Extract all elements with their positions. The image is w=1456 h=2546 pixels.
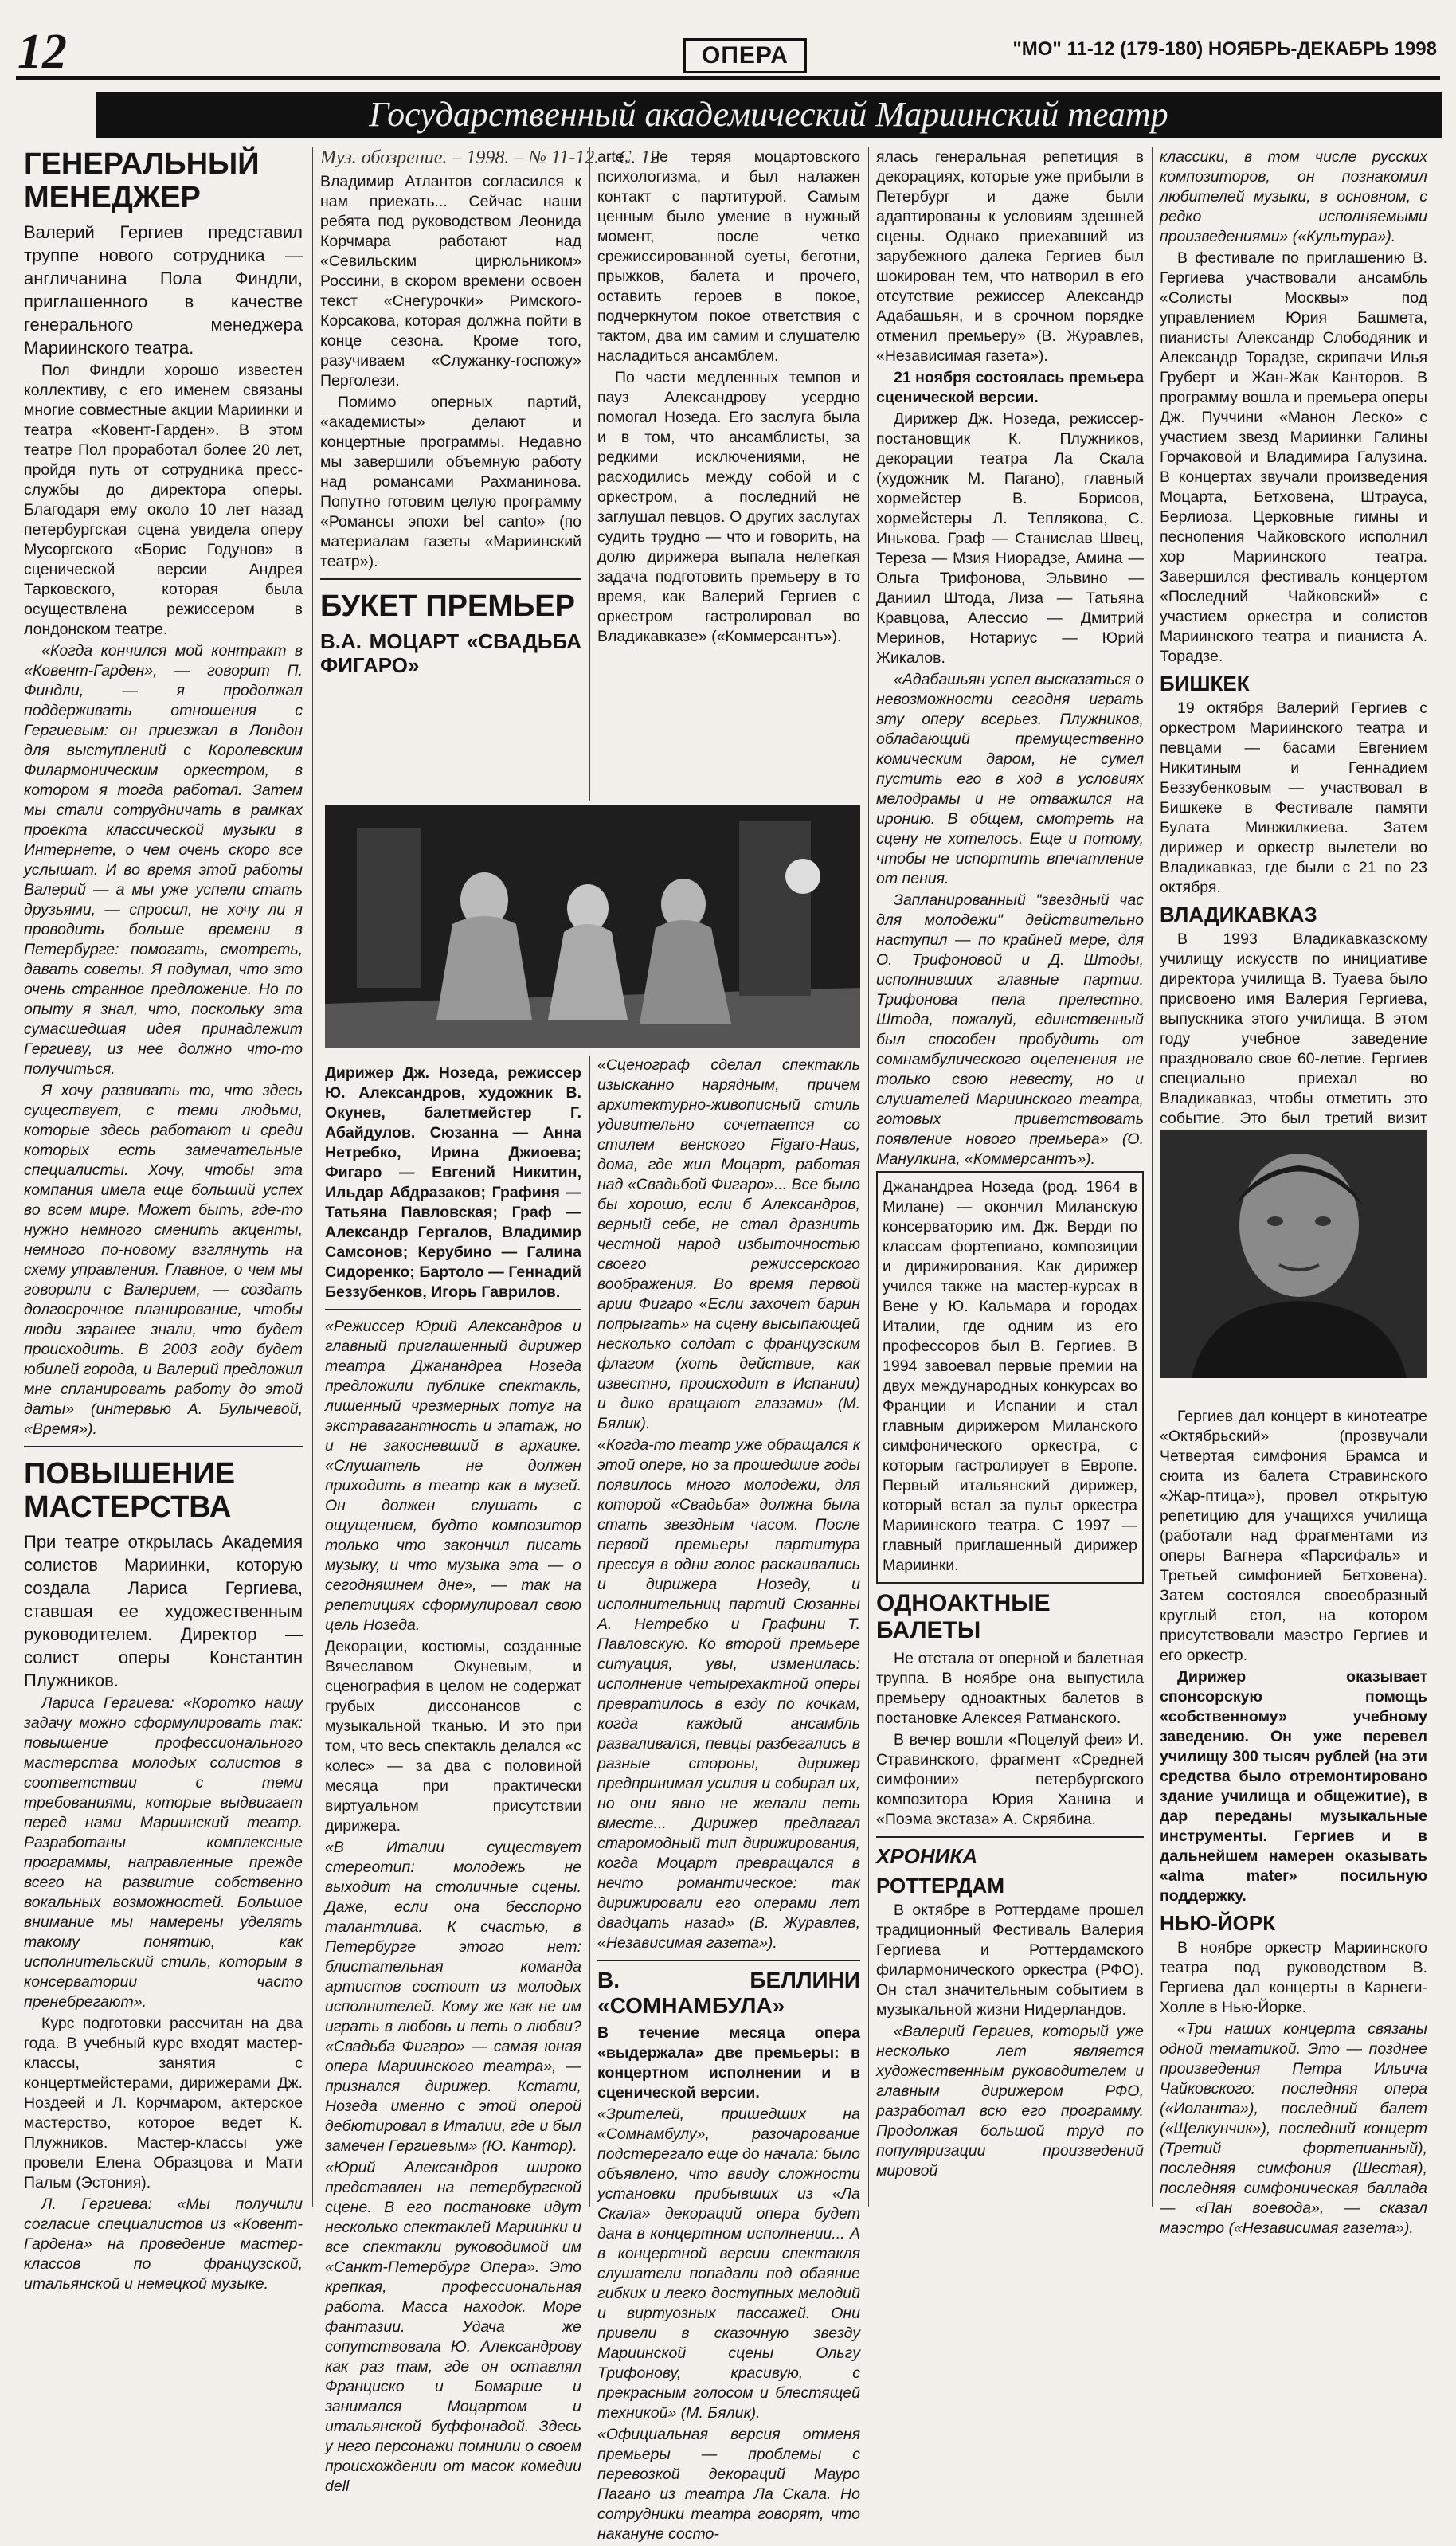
- section-title-vladikavkaz: ВЛАДИКАВКАЗ: [1160, 903, 1317, 926]
- paragraph: «Сценограф сделал спектакль изысканно нарядным, причем архитектурно-живописный стиль удивительно сочетается со стилем венского Figaro-Haus, дома, где жил Моцарт, работая над «Свадьбой Фигаро»... Все было бы хорошо, если б Александров, верный себе, не стал дразнить честной народ избыточностью своего режиссерского воображения. Во время первой арии Фигаро «Если захочет барин попрыгать» на сцену высыпающей несколько солдат с французским флагом (хоть действие, как известно, происходит в Испании) и дико вращают глазами» (М. Бялик).: [597, 1056, 860, 1432]
- section-title-rotterdam: РОТТЕРДАМ: [876, 1874, 1004, 1898]
- divider: [597, 1960, 860, 1961]
- column-4: [876, 147, 1144, 2183]
- article-title-general-manager: ГЕНЕРАЛЬНЫЙ МЕНЕДЖЕР: [24, 147, 260, 214]
- article-lead: Валерий Гергиев представил труппе нового сотрудника — англичанина Пола Финдли, приглашенного в качестве генерального менеджера Мариинского театра.: [24, 222, 303, 358]
- article-lead: При театре открылась Академия солистов Мариинки, которую создала Лариса Гергиева, ставшая ее художественным руководителем. Директор — солист оперы Константин Плужников.: [24, 1532, 303, 1690]
- column-divider: [868, 147, 869, 2207]
- cast-list: Дирижер Дж. Нозеда, режиссер-постановщик К. Плужников, декорации театра Ла Скала (художник М. Пагано), главный хормейстер В. Борисов, хормейстеры Л. Теплякова, С. Инькова. Граф — Станислав Швец, Тереза — Мзия Ниорадзе, Амина — Ольга Трифонова, Эльвино — Даниил Штода, Лиза — Татьяна Кравцова, Алессио — Дмитрий Меринов, Нотариус — Юрий Жикалов.: [876, 410, 1144, 667]
- column-divider: [589, 1056, 590, 2207]
- chronicle-label: ХРОНИКА: [876, 1844, 978, 1868]
- paragraph: Помимо оперных партий, «академисты» делают и концертные программы. Недавно мы завершили объемную работу над романсами Рахманинова. Попутно готовим целую программу «Романсы эпохи bel canto» (по материалам газеты «Мариинский театр»).: [320, 394, 581, 570]
- conductor-portrait-photo: [1160, 1130, 1427, 1378]
- section-title-new-york: НЬЮ-ЙОРК: [1160, 1911, 1276, 1935]
- column-2: [320, 147, 660, 680]
- paragraph: Запланированный "звездный час для молодежи" действительно наступил — по крайней мере, для О. Трифоновой и Д. Штоды, исполнивших главные партии. Трифонова пела прелестно. Штода, пожалуй, единственный был способен пробудить от сомнамбулического оцепенения не только свою невесту, но и слушателей Мариинского театра, готовых приветствовать появление нового премьера» (О. Манулкина, «Коммерсантъ»).: [876, 891, 1144, 1168]
- paragraph: Курс подготовки рассчитан на два года. В учебный курс входят мастер-классы, занятия с концертмейстерами, дирижерами Дж. Ноздеей и Л. Корчмаром, актерское мастерство, которое ведет К. Плужников. Мастер-классы уже провели Елена Образцова и Мати Пальм (Эстония).: [24, 2015, 303, 2192]
- divider: [24, 1446, 303, 1447]
- cast-list: Дирижер Дж. Нозеда, режиссер Ю. Александров, художник В. Окунев, балетмейстер Г. Абайдулов. Сюзанна — Анна Нетребко, Ирина Джиоева; Фигаро — Евгений Никитин, Ильдар Абдразаков; Графиня — Татьяна Павловская; Граф — Александр Гергалов, Владимир Самсонов; Керубино — Галина Сидоренко; Бартоло — Геннадий Беззубенков, Игорь Гаврилов.: [325, 1064, 581, 1301]
- paragraph: «Валерий Гергиев, который уже несколько лет является художественным руководителем и главным дирижером РФО, разработал всю его программу. Продолжая большой труд по популяризации произведений мировой: [876, 2023, 1144, 2180]
- paragraph: Дирижер оказывает спонсорскую помощь «собственному» учебному заведению. Он уже перевел училищу 300 тысяч рублей (на эти средства было отремонтировано здание училища и общежитие), в дар переданы музыкальные инструменты. Гергиев и в дальнейшем намерен оказывать «alma mater» посильную поддержку.: [1160, 1668, 1427, 1905]
- paragraph: Пол Финдли хорошо известен коллективу, с его именем связаны многие совместные акции Мариинки и театра «Ковент-Гарден». В этом театре Пол проработал более 20 лет, пройдя путь от сотрудника пресс-службы до директора оперы. Благодаря ему около 10 лет назад петербургская сцена увидела оперу Мусоргского «Борис Годунов» в сценической версии Андрея Тарковского, которая была осуществлена режиссером в лондонском театре.: [24, 362, 303, 638]
- paragraph: Декорации, костюмы, созданные Вячеславом Окуневым, и сценография в целом не содержат грубых диссонансов с музыкальной тканью. И это при том, что весь спектакль делался «с колес» — за два с половиной месяца при практически виртуальном присутствии дирижера.: [325, 1638, 581, 1835]
- page-number: 12: [18, 25, 67, 79]
- paragraph: В фестивале по приглашению В. Гергиева участвовали ансамбль «Солисты Москвы» под управлением Юрия Башмета, пианисты Александр Слободяник и Александр Торадзе, скрипачи Илья Груберт и Жан-Жак Канторов. В программу вошла и премьера оперы Дж. Пуччини «Манон Леско» с участием звезд Мариинки Галины Горчаковой и Владимира Галузина. В концертах звучали произведения Моцарта, Бетховена, Штрауса, Берлиоза. Церковные гимны и песнопения Чайковского исполнил хор Мариинского театра. Завершился фестиваль концертом «Последний Чайковский» с участием оркестра и солистов Мариинского театра и пианиста А. Торадзе.: [1160, 249, 1427, 665]
- column-1: [24, 147, 303, 2296]
- paragraph: В ноябре оркестр Мариинского театра под руководством В. Гергиева дал концерты в Карнеги-Холле в Нью-Йорке.: [1160, 1939, 1427, 2016]
- column-divider: [312, 147, 313, 2207]
- column-3: [597, 147, 860, 648]
- section-title-bishkek: БИШКЕК: [1160, 672, 1250, 695]
- paragraph: Лариса Гергиева: «Коротко нашу задачу можно сформулировать так: повышение профессионального мастерства молодых солистов в соответствии с теми требованиями, которые выдвигает перед нами Мариинский театр. Разработаны комплексные программы, направленные прежде всего на развитие собственно вокальных возможностей. Большое внимание мы намерены уделять такому понятию, как исполнительский стиль, которым в консерватории часто пренебрегают».: [24, 1694, 303, 2011]
- paragraph: «Когда кончился мой контракт в «Ковент-Гарден», — говорит П. Финдли, — я продолжал поддерживать отношения с Гергиевым: он приезжал в Лондон для выступлений с Королевским Филармоническим оркестром, в котором я тогда работал. Затем мы стали сотрудничать в рамках проекта классической музыки в Интернете, о чем очень скоро все услышат. И во время этой работы Валерий — а мы уже успели стать друзьями, — спросил, не хочу ли я проводить больше времени в Петербурге: помогать, смотреть, давать советы. Я подумал, что это очень странное предложение. Но по опыту я знал, что, поскольку эта сумасшедшая идея принадлежит Гергиеву, из нее должно что-то получиться.: [24, 642, 303, 1078]
- paragraph: arte, не теряя моцартовского психологизма, и был налажен контакт с партитурой. Самым ценным было умение в нужный момент, после четко срежиссированной суеты, беготни, прыжков, балета и прочего, оставить героев в покое, подчеркнутом покое ответствия с тактом, два им самим и слушателю насладиться ансамблем.: [597, 148, 860, 365]
- paragraph: «Зрителей, пришедших на «Сомнамбулу», разочарование подстерегало еще до начала: было объявлено, что ввиду сложности установки прибывших из «Ла Скала» декораций опера будет дана в концертном исполнении... А в концертной версии спектакля слушатели попадали под обаяние гибких и легко доступных мелодий и виртуозных пассажей. Они привели в сказочную звезду Мариинской сцены Ольгу Трифонову, красивую, с прекрасным голосом и блестящей техникой» (М. Бялик).: [597, 2105, 860, 2422]
- paragraph: 19 октября Валерий Гергиев с оркестром Мариинского театра и певцами — басами Евгением Никитиным и Геннадием Беззубенковым — участвовал в Бишкеке в Фестивале памяти Булата Минжилкиева. Затем дирижер и оркестр вылетели во Владикавказ, где были с 21 по 23 октября.: [1160, 699, 1427, 896]
- paragraph: «Три наших концерта связаны одной тематикой. Это — позднее произведения Петра Ильича Чайковского: последняя опера («Иоланта»), последний балет («Щелкунчик»), последний концерт (Третий фортепианный), последняя симфония (Шестая), последняя симфоническая баллада — «Пан воевода», — сказал маэстро («Независимая газета»).: [1160, 2020, 1427, 2237]
- header-rule: [16, 76, 1440, 80]
- column-divider: [1152, 147, 1153, 2207]
- paragraph: 21 ноября состоялась премьера сценической версии.: [876, 369, 1144, 406]
- conductor-bio-box: [876, 1171, 1144, 1584]
- paragraph: Я хочу развивать то, что здесь существует, с теми людьми, которые здесь работают и среди которых есть замечательные специалисты. Хочу, чтобы эта компания имела еще больший успех во всем мире. Может быть, где-то нужно немного сменить акценты, немного по-новому взглянуть на схему управления. Главное, о чем мы говорили с Валерием, — создать долгосрочное планирование, чтобы люди заранее знали, что будет происходить. В 2003 году будет юбилей города, и Валерий предложил мне спланировать работу до этой даты» (интервью А. Булычевой, «Время»).: [24, 1082, 303, 1438]
- section-tag: ОПЕРА: [683, 38, 807, 73]
- subtitle-figaro: В.А. МОЦАРТ «СВАДЬБА ФИГАРО»: [320, 629, 581, 677]
- column-divider: [589, 147, 590, 801]
- divider: [320, 578, 581, 580]
- handwritten-note: Муз. обозрение. – 1998. – № 11-12. – С. 12: [320, 147, 660, 168]
- divider: [876, 1836, 1144, 1838]
- issue-info: "МО" 11-12 (179-180) НОЯБРЬ-ДЕКАБРЬ 1998: [1012, 38, 1437, 60]
- divider: [325, 1309, 581, 1310]
- reviews-column: [597, 1056, 860, 2546]
- paragraph: По части медленных темпов и пауз Александрову усердно помогал Нозеда. Его заслуга была и в том, что ансамблисты, за редкими исключениями, не расходились между собой и с оркестром, а последний не заглушал певцов. О других заслугах судить трудно — что и говорить, на долю дирижера выпала нелегкая задача подготовить премьеру в то время, как Валерий Гергиев с оркестром гастролировал во Владикавказе» («Коммерсантъ»).: [597, 369, 860, 645]
- paragraph: «Когда-то театр уже обращался к этой опере, но за прошедшие годы появилось много молодежи, для которой «Свадьба» должна была стать звездным часом. После первой премьеры партитура прессуя в одни голос раскаивались и дирижера Нозеду, и исполнительниц партий Сюзанны А. Нетребко и Графини Т. Павловскую. Ко второй премьере ситуация, увы, изменилась: исполнение четырехактной оперы превратилось в езду по кочкам, когда каждый ансамбль разваливался, певцы разбегались в разные стороны, дирижер предпринимал усилия и собирал их, но они явно не желали петь вместе... Дирижер предлагал старомодный тип дирижирования, когда Моцарт превращался в нечто романтическое: так дирижировали его операми лет двадцать назад» (В. Журавлев, «Независимая газета»).: [597, 1436, 860, 1952]
- paragraph: В 1993 Владикавказскому училищу искусств по инициативе директора училища В. Туаева было присвоено имя Валерия Гергиева, выпускника этого училища. В этом году учебное заведение праздновало свое 60-летие. Гергиев специально приехал во Владикавказ, чтобы отметить это событие. Это был третий визит: [1160, 930, 1427, 1127]
- paragraph: Л. Гергиева: «Мы получили согласие специалистов из «Ковент-Гардена» на проведение мастер-классов по французской, итальянской и немецкой музыке.: [24, 2195, 303, 2293]
- paragraph: В октябре в Роттердаме прошел традиционный Фестиваль Валерия Гергиева и Роттердамского филармонического оркестра (РФО). Он стал значительным событием в музыкальной жизни Нидерландов.: [876, 1902, 1144, 2019]
- section-title-ballets: ОДНОАКТНЫЕ БАЛЕТЫ: [876, 1590, 1051, 1643]
- paragraph: «Юрий Александров широко представлен на петербургской сцене. В его постановке идут несколько спектаклей Мариинки и все спектакли руководимой им «Санкт-Петербург Опера». Это крепкая, профессиональная работа. Масса находок. Море фантазии. Удача же сопутствовала Ю. Александрову как раз там, где он оставлял Франциско и Бомарше и занимался Моцартом и итальянской буффонадой. Здесь у него персонажи помнили о своем происхождении от масок комедии dell: [325, 2159, 581, 2495]
- theatre-banner: Государственный академический Мариинский театр: [96, 92, 1442, 138]
- paragraph: Не отстала от оперной и балетная труппа. В ноябре она выпустила премьеру одноактных балетов в постановке Алексея Ратманского.: [876, 1650, 1144, 1727]
- section-title-sonnambula: В. БЕЛЛИНИ «СОМНАМБУЛА»: [597, 1968, 860, 2018]
- article-title-mastery: ПОВЫШЕНИЕ МАСТЕРСТВА: [24, 1457, 236, 1524]
- figaro-credits-column: [325, 896, 581, 2498]
- paragraph: Гергиев дал концерт в кинотеатре «Октябрьский» (прозвучали Четвертая симфония Брамса и сюита из балета Стравинского «Жар-птица»), провел открытую репетицию для учащихся училища (работали над фрагментами из оперы Вагнера «Парсифаль» и Третьей симфонией Бетховена). Затем состоялся своеобразный круглый стол, на котором присутствовали маэстро Гергиев и его оркестр.: [1160, 1408, 1427, 1664]
- conductor-bio: Джанандреа Нозеда (род. 1964 в Милане) — окончил Миланскую консерваторию им. Дж. Верди по классам фортепиано, композиции и дирижирования. Как дирижер учился также на мастер-курсах в Вене у Ю. Кальмара и городах Италии, где одним из его профессоров был В. Гергиев. В 1994 завоевал первые премии на двух международных конкурсах во Франции и Испании и стал главным дирижером Миланского симфонического оркестра, с которым гастролирует в Европе. Первый итальянский дирижер, который встал за пульт оркестра Мариинского театра. С 1997 — главный приглашенный дирижер Мариинки.: [883, 1178, 1137, 1574]
- paragraph: «В Италии существует стереотип: молодежь не выходит на столичные сцены. Даже, если она бесспорно талантлива. К счастью, в Петербурге этого нет: блистательная команда артистов состоит из молодых исполнителей. Кому же как не им играть в любовь и петь о любви? «Свадьба Фигаро» — самая юная опера Мариинского театра», — признался дирижер. Кстати, Нозеда именно с этой оперой дебютировал в Италии, где и был замечен Гергиевым» (Ю. Кантор).: [325, 1839, 581, 2155]
- paragraph: «Адабашьян успел высказаться о невозможности сегодня играть эту оперу всерьез. Плужников, обладающий премущественно комическим даром, не сумел пустить его в ход в условиях мелодрамы и не отважился на иронию. В общем, смотреть на сцену не хотелось. Еще и потому, чтобы не испортить впечатление от пения.: [876, 671, 1144, 887]
- paragraph: классики, в том числе русских композиторов, он познакомил любителей музыки, в основном, с редко исполняемыми произведениями» («Культура»).: [1160, 148, 1427, 245]
- section-title-premieres: БУКЕТ ПРЕМЬЕР: [320, 589, 575, 623]
- paragraph: ялась генеральная репетиция в декорациях, которые уже прибыли в Петербург и даже были адаптированы к условиям здешней сцены. Однако приехавший из зарубежного далека Гергиев был шокирован тем, что натворил в его отсутствие режиссер Александр Адабашьян, и в срочном порядке отменил премьеру» (В. Журавлев, «Независимая газета»).: [876, 148, 1144, 365]
- article-lead: В течение месяца опера «выдержала» две премьеры: в концертном исполнении и в сценической версии.: [597, 2024, 860, 2101]
- paragraph: «Официальная версия отменя премьеры — проблемы с перевозкой декораций Мауро Пагано из театра Ла Скала. Но сотрудники театра говорят, что накануне состо-: [597, 2426, 860, 2543]
- paragraph: В вечер вошли «Поцелуй феи» И. Стравинского, фрагмент «Средней симфонии» петербургского композитора Юрия Ханина и «Поэма экстаза» А. Скрябина.: [876, 1731, 1144, 1828]
- paragraph: Владимир Атлантов согласился к нам приехать... Сейчас наши ребята под руководством Леонида Корчмара работают над «Севильским цирюльником» Россини, в скором времени освоен текст «Снегурочки» Римского-Корсакова, которая должна пойти в конце сезона. Кроме того, разучиваем «Служанку-госпожу» Перголези.: [320, 173, 581, 390]
- paragraph: «Режиссер Юрий Александров и главный приглашенный дирижер театра Джанандреа Нозеда предложили публике спектакль, лишенный чрезмерных потуг на экстравагантность и эпатаж, но и не закосневший в архаике. «Слушатель не должен приходить в театр как в музей. Он должен слушать с ощущением, будто композитор только что закончил писать музыку, и что музыка эта — о сегодняшнем дне», — так на репетициях сформулировал свою цель Нозеда.: [325, 1318, 581, 1634]
